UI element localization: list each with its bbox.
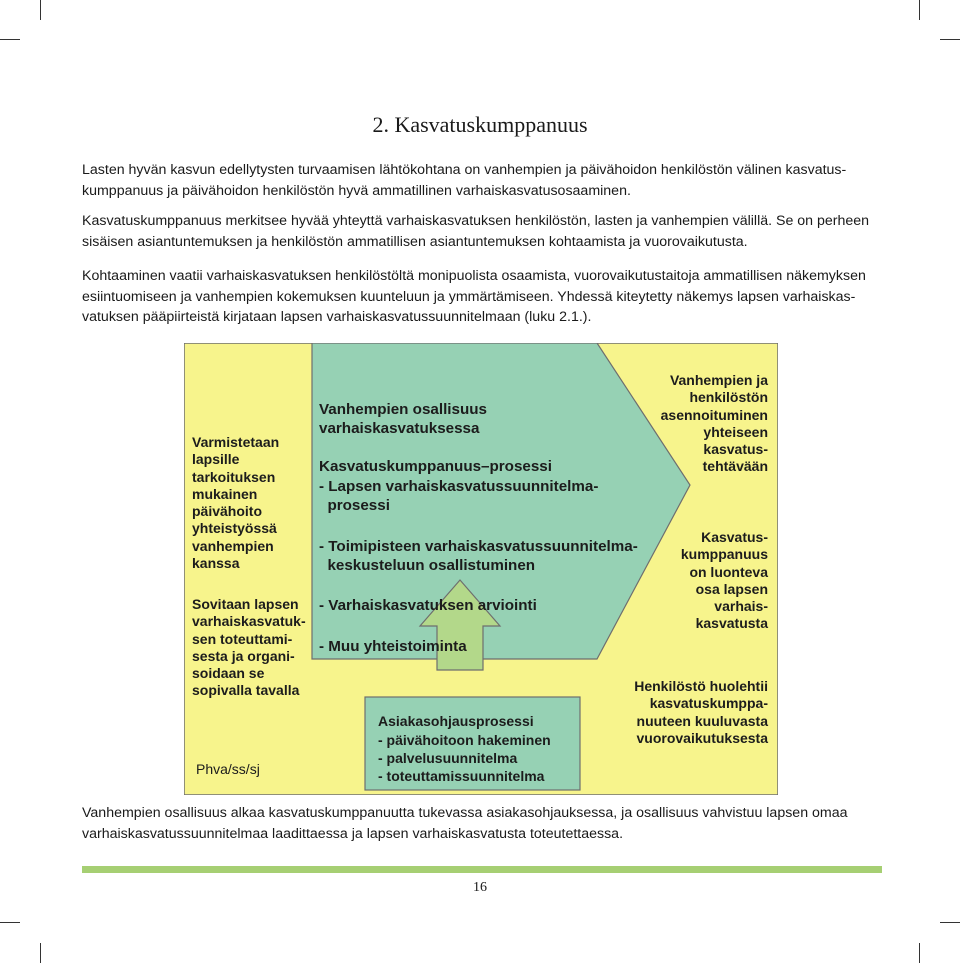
text-line: Kohtaaminen vaatii varhaiskasvatuksen henkilöstöltä monipuolista osaamista, vuorovaikutustaitoja ammatillisen näkemyksen [82,268,866,284]
text-line: esiintuomiseen ja vanhempien kokemuksen kuunteluun ja ymmärtämiseen. Yhdessä kiteytetty näkemys lapsen varhaiskas- [82,288,856,305]
process-item: - Muu yhteistoiminta [319,638,467,655]
right-block-attitude: Vanhempien ja henkilöstön asennoituminen yhteiseen kasvatus- tehtävään [660,372,768,475]
client-guidance-items: - päivähoitoon hakeminen - palvelusuunnitelma - toteuttamissuunnitelma [378,732,551,784]
crop-mark [919,0,920,20]
page-title: 2. Kasvatuskumppanuus [372,111,588,137]
text-line: Kasvatuskumppanuus merkitsee hyvää yhteyttä varhaiskasvatuksen henkilöstön, lasten ja vanhempien välillä. Se on perheen [82,213,870,229]
process-item: - Lapsen varhaiskasvatussuunnitelma- prosessi [319,478,599,514]
encounter-paragraph [82,266,882,328]
left-block-agree-implementation: Sovitaan lapsen varhaiskasvatuk- sen toteuttami- sesta ja organi- soidaan se sopivalla tavalla [192,596,306,699]
process-item: - Toimipisteen varhaiskasvatussuunnitelma- keskusteluun osallistuminen [319,538,638,574]
right-block-staff-interaction: Henkilöstö huolehtii kasvatuskumppa- nuuteen kuuluvasta vuorovaikutuksesta [634,678,768,746]
process-title: Kasvatuskumppanuus–prosessi [319,458,552,475]
crop-mark [0,922,20,923]
crop-mark [40,943,41,963]
crop-mark [0,39,20,40]
signature: Phva/ss/sj [196,761,260,777]
participation-paragraph [82,803,882,844]
text-line: varhaiskasvatussuunnitelmaa laadittaessa ja lapsen varhaiskasvatusta toteutettaessa. [82,825,624,842]
process-item: - Varhaiskasvatuksen arviointi [319,597,537,614]
right-block-natural-part: Kasvatus- kumppanuus on luonteva osa lapsen varhais- kasvatusta [680,529,768,632]
crop-mark [940,39,960,40]
text-line: kumppanuus ja päivähoidon henkilöstön hyvä ammatillinen varhaiskasvatusosaaminen. [82,182,631,199]
text-line: vatuksen pääpiirteistä kirjataan lapsen varhaiskasvatussuunnitelmaan (luku 2.1.). [82,309,592,325]
partnership-diagram [184,343,778,795]
definition-paragraph [82,211,882,252]
text-line: Lasten hyvän kasvun edellytysten turvaamisen lähtökohtana on vanhempien ja päivähoidon henkilöstön välinen kasvatus- [82,162,847,178]
intro-paragraph [82,160,882,201]
text-line: Vanhempien osallisuus alkaa kasvatuskumppanuutta tukevassa asiakasohjauksessa, ja osallisuus vahvistuu lapsen omaa [82,805,848,821]
crop-mark [40,0,41,20]
left-block-secure-care: Varmistetaan lapsille tarkoituksen mukainen päivähoito yhteistyössä vanhempien kanssa [192,434,280,572]
center-heading: Vanhempien osallisuus varhaiskasvatuksessa [319,401,487,437]
crop-mark [919,943,920,963]
footer-divider [82,866,882,873]
text-line: sisäisen asiantuntemuksen ja henkilöstön ammatillisen asiantuntemuksen kohtaamista ja vuorovaikutusta. [82,233,748,250]
client-guidance-title: Asiakasohjausprosessi [378,713,534,729]
crop-mark [940,922,960,923]
page-number: 16 [473,880,487,895]
